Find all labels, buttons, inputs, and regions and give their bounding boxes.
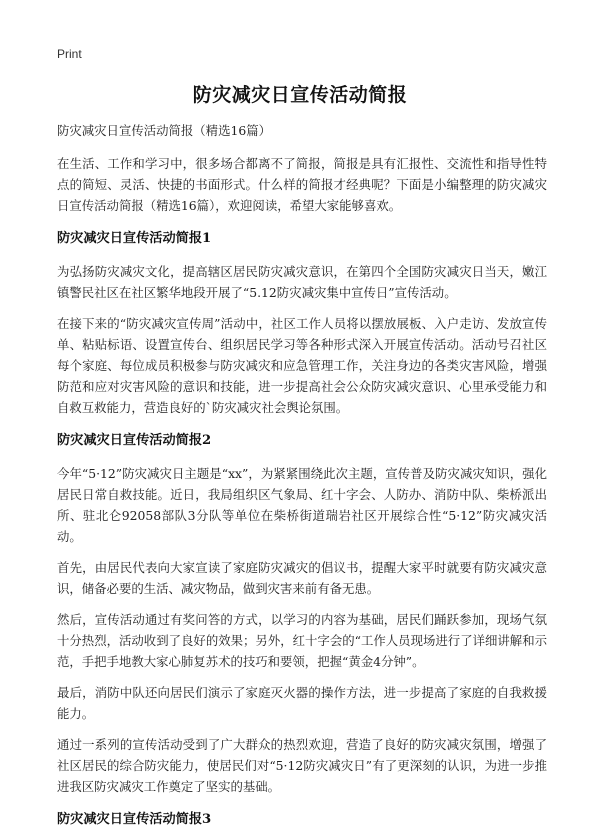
section-heading-2: 防灾减灾日宣传活动简报2 <box>57 433 212 448</box>
page-title: 防灾减灾日宣传活动简报 <box>192 84 408 106</box>
section-heading-3: 防灾减灾日宣传活动简报3 <box>57 812 212 827</box>
section-2-paragraph-2: 首先，由居民代表向大家宣读了家庭防灾减灾的倡议书，提醒大家平时就要有防灾减灾意识，储备必要的生活、减灾物品，做到灾害来前有备无患。 <box>57 560 547 596</box>
intro-paragraph: 在生活、工作和学习中，很多场合都离不了简报，简报是具有汇报性、交流性和指导性特点的简短、灵活、快捷的书面形式。什么样的简报才经典呢？下面是小编整理的防灾减灾日宣传活动简报（精选16篇），欢迎阅读，希望大家能够喜欢。 <box>57 156 547 213</box>
section-2-paragraph-4: 最后，消防中队还向居民们演示了家庭灭火器的操作方法，进一步提高了家庭的自我救援能力。 <box>57 685 547 721</box>
section-2-paragraph-1: 今年“5·12”防灾减灾日主题是“xx”，为紧紧围绕此次主题，宣传普及防灾减灾知识，强化居民日常自救技能。近日，我局组织区气象局、红十字会、人防办、消防中队、柴桥派出所、驻北仑92058部队3分队等单位在柴桥街道瑞岩社区开展综合性“5·12”防灾减灾活动。 <box>57 466 547 544</box>
article-subtitle: 防灾减灾日宣传活动简报（精选16篇） <box>57 123 272 138</box>
section-1-paragraph-1: 为弘扬防灾减灾文化，提高辖区居民防灾减灾意识，在第四个全国防灾减灾日当天，嫩江镇警民社区在社区繁华地段开展了“5.12防灾减灾集中宣传日”宣传活动。 <box>57 264 547 300</box>
print-link[interactable]: Print <box>57 47 82 61</box>
section-heading-1: 防灾减灾日宣传活动简报1 <box>57 231 212 246</box>
section-1-paragraph-2: 在接下来的“防灾减灾宣传周”活动中，社区工作人员将以摆放展板、入户走访、发放宣传单、粘贴标语、设置宣传台、组织居民学习等各种形式深入开展宣传活动。活动号召社区每个家庭、每位成员积极参与防灾减灾和应急管理工作，关注身边的各类灾害风险，增强防范和应对灾害风险的意识和技能，进一步提高社会公众防灾减灾意识、心里承受能力和自救互救能力，营造良好的`防灾减灾社会舆论氛围。 <box>57 316 547 415</box>
article-body <box>57 120 547 828</box>
section-2-paragraph-5: 通过一系列的宣传活动受到了广大群众的热烈欢迎，营造了良好的防灾减灾氛围，增强了社区居民的综合防灾能力，使居民们对“5·12防灾减灾日”有了更深刻的认识，为进一步推进我区防灾减灾工作奠定了坚实的基础。 <box>57 737 547 794</box>
section-2-paragraph-3: 然后，宣传活动通过有奖问答的方式，以学习的内容为基础，居民们踊跃参加，现场气氛十分热烈，活动收到了良好的效果；另外，红十字会的“工作人员现场进行了详细讲解和示范，手把手地教大家心肺复苏术的技巧和要领，把握“黄金4分钟”。 <box>57 612 547 669</box>
